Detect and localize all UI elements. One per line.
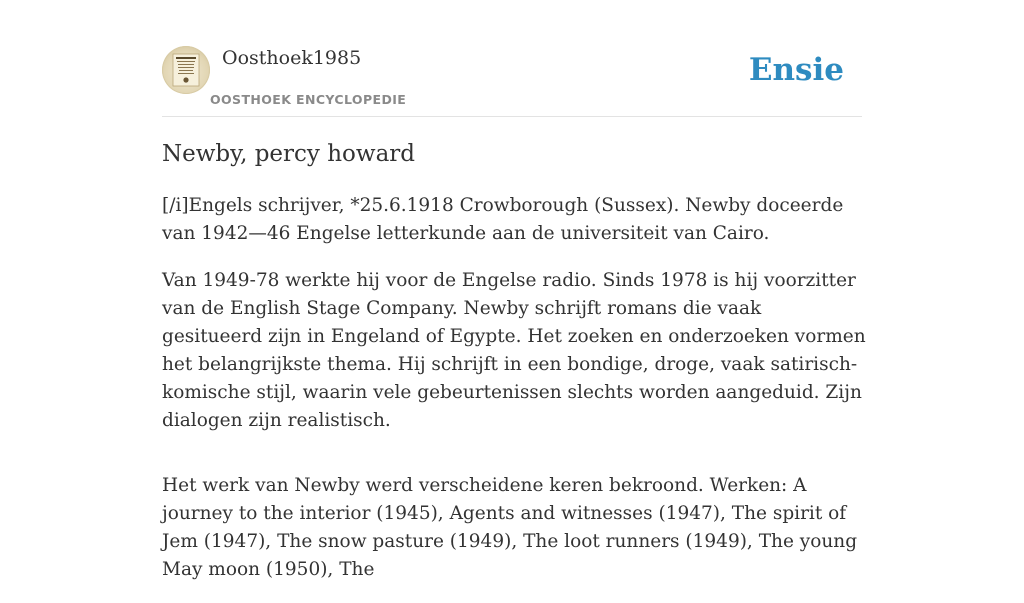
brand-logo[interactable]: Ensie: [748, 52, 844, 88]
page-header: [162, 44, 862, 117]
article-paragraph: Het werk van Newby werd verscheidene keren bekroond. Werken: A journey to the interior (1945), Agents and witnesses (1947), The spirit of Jem (1947), The snow pasture (1949), The loot runners (1949), The young May moon (1950), The: [162, 475, 858, 580]
source-label[interactable]: OOSTHOEK ENCYCLOPEDIE: [210, 92, 407, 107]
avatar[interactable]: [162, 46, 210, 94]
username[interactable]: Oosthoek1985: [222, 47, 362, 69]
page-title: Newby, percy howard: [162, 141, 415, 167]
article-body: [162, 192, 867, 603]
article-paragraph: [/i]Engels schrijver, *25.6.1918 Crowborough (Sussex). Newby doceerde van 1942—46 Engelse letterkunde aan de universiteit van Cairo.: [162, 195, 844, 244]
article-paragraph: Van 1949-78 werkte hij voor de Engelse radio. Sinds 1978 is hij voorzitter van de English Stage Company. Newby schrijft romans die vaak gesitueerd zijn in Engeland of Egypte. Het zoeken en onderzoeken vormen het belangrijkste thema. Hij schrijft in een bondige, droge, vaak satirisch-komische stijl, waarin vele gebeurtenissen slechts worden aangeduid. Zijn dialogen zijn realistisch.: [162, 270, 866, 431]
book-title-page-icon: [162, 46, 210, 94]
